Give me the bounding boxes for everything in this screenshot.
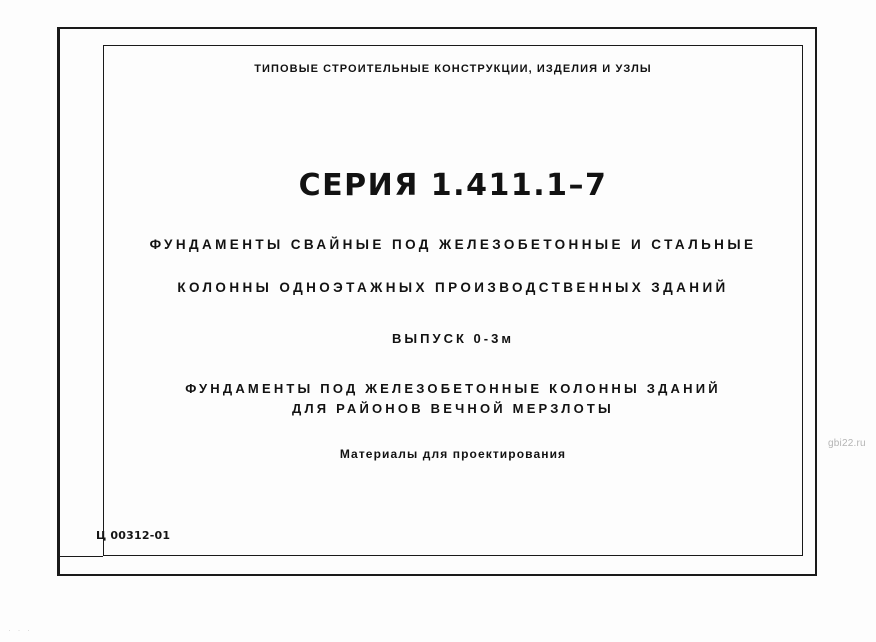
sub-subject-line-2: ДЛЯ РАЙОНОВ ВЕЧНОЙ МЕРЗЛОТЫ — [292, 401, 614, 416]
series-title: СЕРИЯ 1.411.1–7 — [298, 168, 608, 203]
scan-artifact: · · · — [8, 625, 32, 635]
document-code: Ц 00312-01 — [96, 529, 171, 542]
sub-subject-line-1: ФУНДАМЕНТЫ ПОД ЖЕЛЕЗОБЕТОННЫЕ КОЛОННЫ ЗДАНИЙ — [185, 381, 721, 396]
materials-note: Материалы для проектирования — [339, 447, 567, 461]
inner-border-frame — [103, 45, 803, 556]
subject-line-2: КОЛОННЫ ОДНОЭТАЖНЫХ ПРОИЗВОДСТВЕННЫХ ЗДАНИЙ — [177, 280, 729, 295]
document-header-text: ТИПОВЫЕ СТРОИТЕЛЬНЫЕ КОНСТРУКЦИИ, ИЗДЕЛИЯ И УЗЛЫ — [254, 63, 652, 75]
subject-line-1: ФУНДАМЕНТЫ СВАЙНЫЕ ПОД ЖЕЛЕЗОБЕТОННЫЕ И СТАЛЬНЫЕ — [149, 237, 757, 252]
title-block-corner-line — [57, 556, 103, 557]
watermark-text: gbi22.ru — [828, 438, 866, 449]
issue-number: ВЫПУСК 0-3м — [392, 331, 514, 346]
